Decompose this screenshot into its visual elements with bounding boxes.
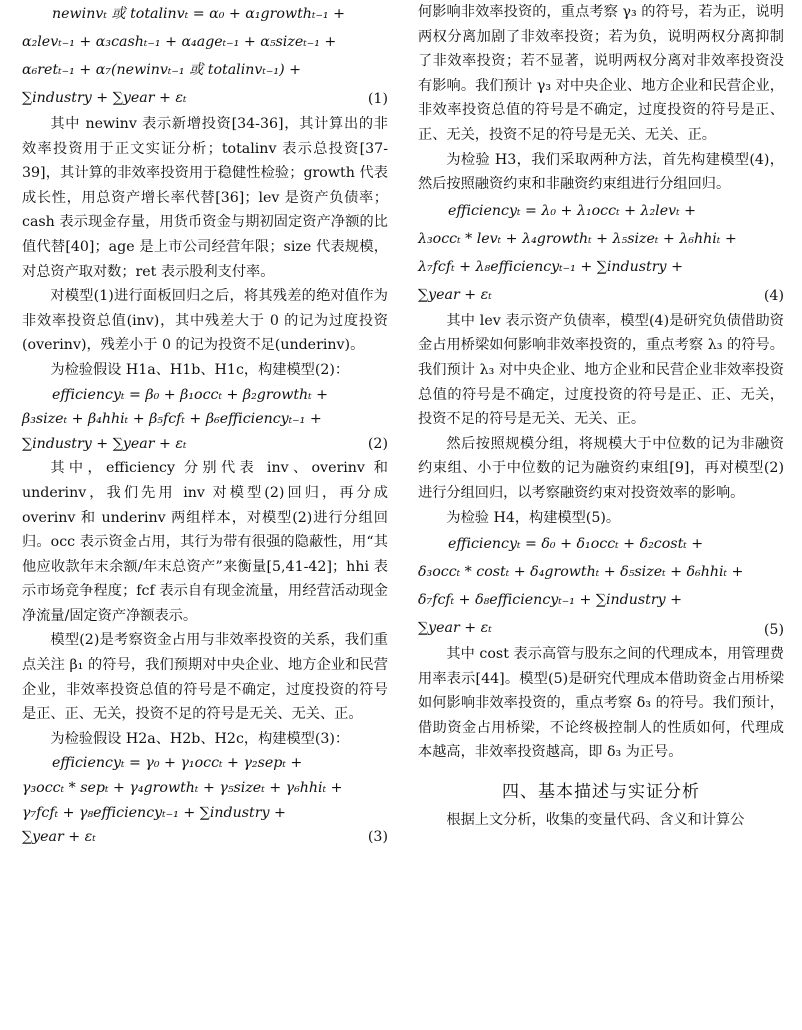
equation-line: γ₇fcfₜ + γ₈efficiencyₜ₋₁ + ∑industry +: [22, 804, 286, 821]
equation-line: δ₇fcfₜ + δ₈efficiencyₜ₋₁ + ∑industry +: [418, 592, 683, 609]
equation-number: (5): [763, 621, 784, 638]
right-column: [418, 0, 784, 833]
paragraph: 其中 cost 表示高管与股东之间的代理成本，用管理费用率表示[44]。模型(5)是研究代理成本借助资金占用桥梁如何影响非效率投资的，重点考察 δ₃ 的符号。我们预计，借助资金占用桥梁，不论终极控制人的性质如何，代理成本越高，非效率投资越高，即 δ₃ 为正号。: [418, 646, 784, 761]
equation-line: newinvₜ 或 totalinvₜ = α₀ + α₁growthₜ₋₁ +: [52, 6, 346, 22]
equation-number: (2): [367, 435, 388, 452]
equation-2: [22, 383, 388, 457]
paragraph: 为检验假设 H2a、H2b、H2c，构建模型(3)：: [50, 730, 350, 747]
paragraph: 模型(2)是考察资金占用与非效率投资的关系，我们重点关注 β₁ 的符号，我们预期对中央企业、地方企业和民营企业，非效率投资总值的符号是不确定，过度投资的符号是正、正、无关，投资不足的符号是无关、无关、正。: [22, 632, 388, 723]
equation-line: ∑year + εₜ: [22, 829, 96, 846]
left-column: [22, 0, 388, 850]
equation-number: (1): [367, 91, 388, 108]
equation-line: ∑year + εₜ: [418, 620, 492, 637]
equation-4: [418, 197, 784, 309]
paragraph: 为检验 H4，构建模型(5)。: [446, 509, 621, 526]
equation-line: λ₇fcfₜ + λ₈efficiencyₜ₋₁ + ∑industry +: [418, 258, 683, 275]
paragraph: 其中 lev 表示资产负债率，模型(4)是研究负债借助资金占用桥梁如何影响非效率投资的，重点考察 λ₃ 的符号。我们预计 λ₃ 对中央企业、地方企业和民营企业非效率投资总值的符号是不确定，过度投资的符号是正、正、无关，投资不足的符号是无关、无关、正。: [418, 312, 784, 428]
equation-line: ∑industry + ∑year + εₜ: [22, 435, 187, 452]
equation-line: α₆retₜ₋₁ + α₇(newinvₜ₋₁ 或 totalinvₜ₋₁) +: [22, 62, 302, 78]
paragraph: 为检验 H3，我们采取两种方法，首先构建模型(4)，然后按照融资约束和非融资约束组进行分组回归。: [418, 151, 784, 193]
equation-line: β₃sizeₜ + β₄hhiₜ + β₅fcfₜ + β₆efficiencyₜ₋₁ +: [22, 411, 322, 428]
section-heading: 四、基本描述与实证分析: [502, 782, 700, 803]
equation-line: λ₃occₜ * levₜ + λ₄growthₜ + λ₅sizeₜ + λ₆hhiₜ +: [418, 230, 737, 247]
equation-line: efficiencyₜ = δ₀ + δ₁occₜ + δ₂costₜ +: [448, 536, 704, 553]
equation-line: efficiencyₜ = β₀ + β₁occₜ + β₂growthₜ +: [52, 386, 329, 403]
paragraph: 其中 newinv 表示新增投资[34-36]，其计算出的非效率投资用于正文实证分析；totalinv 表示总投资[37-39]，其计算的非效率投资用于稳健性检验；growth 代表成长性，用总资产增长率代替[36]；lev 是资产负债率；cash 表示现金存量，用货币资金与期初固定资产净额的比值代替[40]；age 是上市公司经营年限；size 代表规模，对总资产取对数；ret 表示股利支付率。: [22, 116, 388, 280]
equation-line: δ₃occₜ * costₜ + δ₄growthₜ + δ₅sizeₜ + δ₆hhiₜ +: [418, 564, 744, 581]
paragraph: 其中，efficiency 分别代表 inv、overinv 和 underinv，我们先用 inv 对模型(2)回归，再分成 overinv 和 underinv 两组样本，对模型(2)进行分组回归。occ 表示资金占用，其行为带有很强的隐蔽性，用“其他应收款年末余额/年末总资产”来衡量[5,41-42]；hhi 表示市场竞争程度；fcf 表示自有现金流量，用经营活动现金净流量/固定资产净额表示。: [22, 460, 388, 624]
paragraph: 然后按照规模分组，将规模大于中位数的记为非融资约束组、小于中位数的记为融资约束组[9]，再对模型(2)进行分组回归，以考察融资约束对投资效率的影响。: [418, 435, 784, 501]
equation-line: α₂levₜ₋₁ + α₃cashₜ₋₁ + α₄ageₜ₋₁ + α₅sizeₜ₋₁ +: [22, 34, 337, 50]
equation-line: ∑year + εₜ: [418, 286, 492, 303]
equation-1: [22, 0, 388, 112]
equation-number: (3): [367, 829, 388, 846]
equation-5: [418, 530, 784, 642]
equation-3: [22, 751, 388, 849]
paragraph: 对模型(1)进行面板回归之后，将其残差的绝对值作为非效率投资总值(inv)，其中残差大于 0 的记为过度投资(overinv)，残差小于 0 的记为投资不足(underinv)。: [22, 288, 388, 354]
equation-line: γ₃occₜ * sepₜ + γ₄growthₜ + γ₅sizeₜ + γ₆hhiₜ +: [22, 780, 343, 797]
equation-number: (4): [763, 288, 784, 305]
paragraph: 何影响非效率投资的，重点考察 γ₃ 的符号，若为正，说明两权分离加剧了非效率投资；若为负，说明两权分离抑制了非效率投资；若不显著，说明两权分离对非效率投资没有影响。我们预计 γ₃ 对中央企业、地方企业和民营企业，非效率投资总值的符号是不确定，过度投资的符号是正、正、无关，投资不足的符号是无关、无关、正。: [418, 4, 784, 143]
equation-line: efficiencyₜ = γ₀ + γ₁occₜ + γ₂sepₜ +: [52, 755, 303, 772]
paragraph: 为检验假设 H1a、H1b、H1c，构建模型(2)：: [50, 361, 350, 378]
equation-line: ∑industry + ∑year + εₜ: [22, 90, 187, 106]
paragraph: 根据上文分析，收集的变量代码、含义和计算公: [446, 812, 745, 829]
equation-line: efficiencyₜ = λ₀ + λ₁occₜ + λ₂levₜ +: [448, 202, 696, 219]
